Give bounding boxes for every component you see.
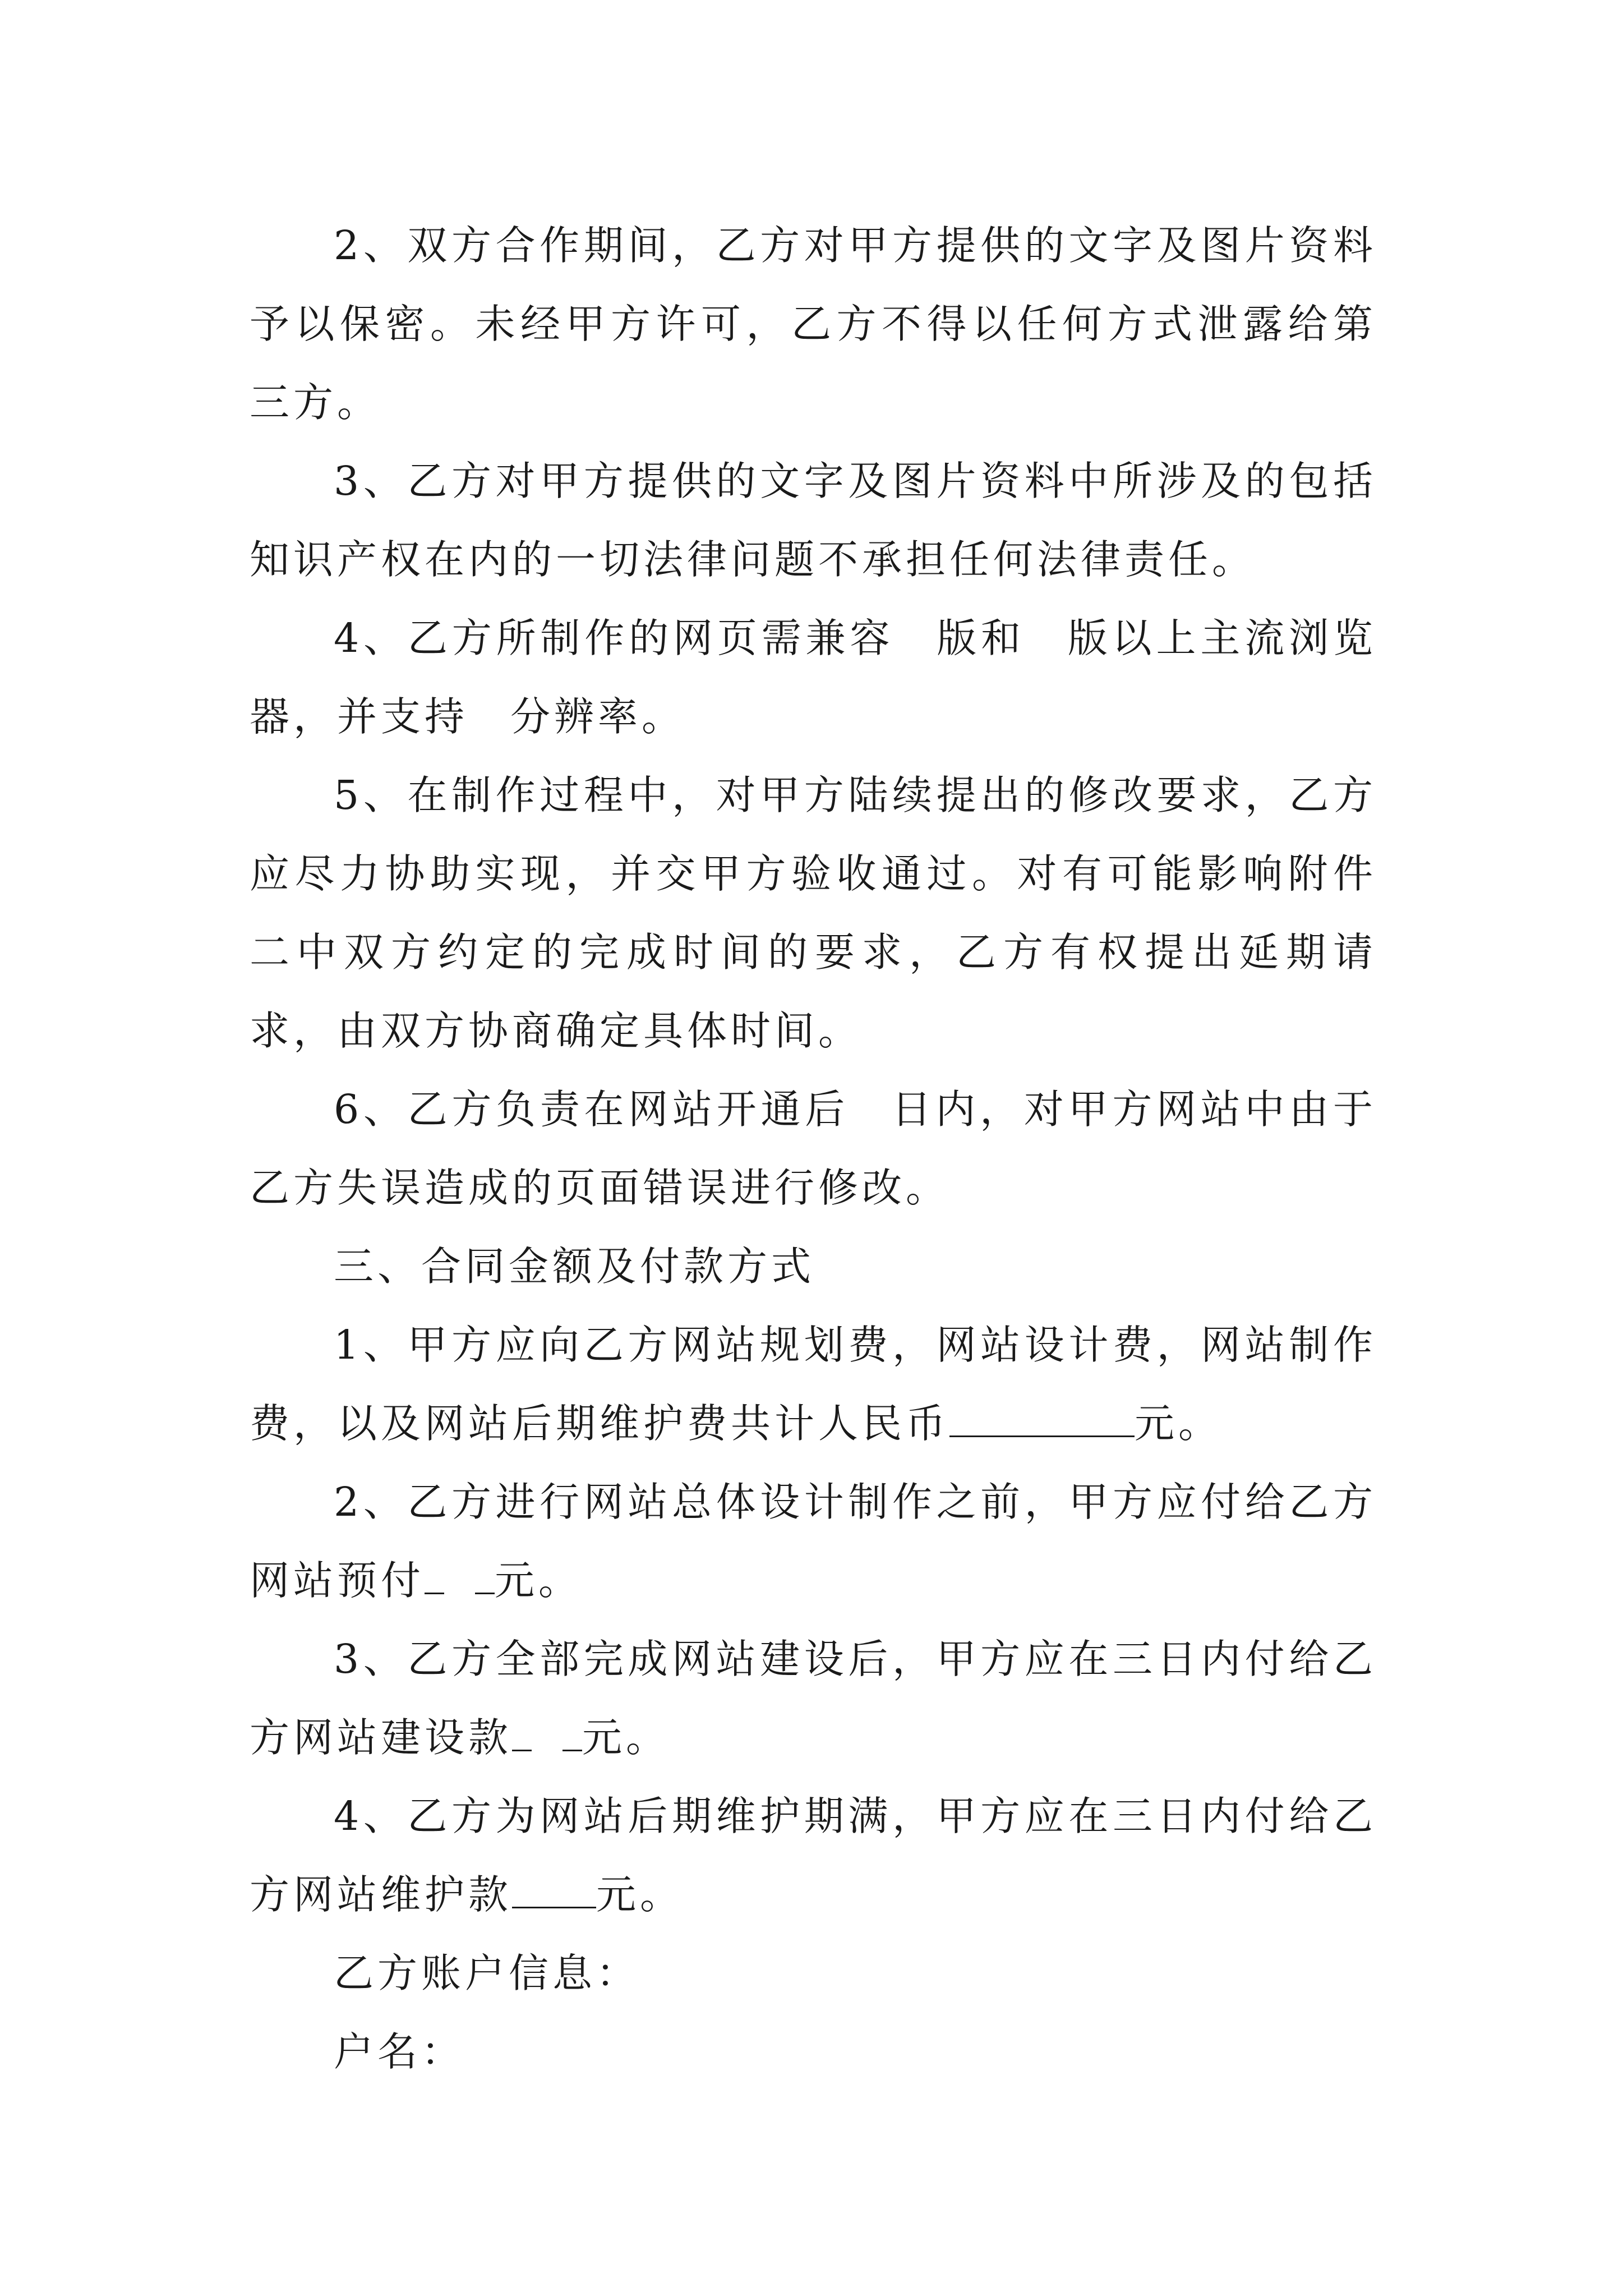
section-heading-payment-text: 三、合同金额及付款方式 [334, 1243, 815, 1290]
construction-blank-right [562, 1710, 582, 1751]
clause-maintenance-payment [250, 1777, 1377, 1934]
prepayment-blank-right [475, 1553, 495, 1594]
clause-construction-payment-text-1: 3、乙方全部完成网站建设后，甲方应在三日内付给乙方网站建设款 [250, 1636, 1377, 1761]
account-name-label-text: 户名： [334, 2028, 465, 2075]
clause-maintenance-payment-text-2: 元。 [596, 1871, 684, 1918]
clause-browser-text-1: 4、乙方所制作的网页需兼容 [334, 615, 895, 661]
account-info-label [250, 1934, 1377, 2013]
clause-prepayment [250, 1463, 1377, 1620]
clause-construction-payment-text-2: 元。 [582, 1714, 670, 1761]
clause-revisions-text: 5、在制作过程中，对甲方陆续提出的修改要求，乙方应尽力协助实现，并交甲方验收通过。对有可能影响附件二中双方约定的完成时间的要求，乙方有权提出延期请求，由双方协商确定具体时间。 [250, 772, 1377, 1054]
clause-construction-payment [250, 1620, 1377, 1777]
construction-blank-left [512, 1710, 532, 1751]
account-name-label [250, 2013, 1377, 2091]
clause-confidentiality-text: 2、双方合作期间，乙方对甲方提供的文字及图片资料予以保密。未经甲方许可，乙方不得以任何方式泄露给第三方。 [250, 222, 1377, 426]
clause-error-fix-text-1: 6、乙方负责在网站开通后 [334, 1086, 849, 1133]
clause-browser-compatibility [250, 599, 1377, 756]
clause-total-amount-text-1: 1、甲方应向乙方网站规划费，网站设计费，网站制作费，以及网站后期维护费共计人民币 [250, 1322, 1377, 1447]
clause-total-amount [250, 1306, 1377, 1463]
clause-browser-text-4: 分辨率。 [510, 693, 686, 740]
clause-prepayment-text-1: 2、乙方进行网站总体设计制作之前，甲方应付给乙方网站预付 [250, 1479, 1377, 1604]
clause-browser-text-3: 版以上主流浏览器，并支持 [250, 615, 1377, 740]
clause-prepayment-text-2: 元。 [495, 1557, 583, 1604]
clause-intellectual-property [250, 442, 1377, 599]
clause-error-fix [250, 1070, 1377, 1227]
maintenance-amount-blank [512, 1867, 596, 1908]
clause-browser-text-2: 版和 [936, 615, 1025, 661]
clause-maintenance-payment-text-1: 4、乙方为网站后期维护期满，甲方应在三日内付给乙方网站维护款 [250, 1793, 1377, 1918]
clause-total-amount-text-2: 元。 [1135, 1400, 1223, 1447]
total-amount-blank [949, 1396, 1135, 1437]
clause-revisions [250, 756, 1377, 1070]
clause-error-fix-text-2: 日内，对甲方网站中由于乙方失误造成的页面错误进行修改。 [250, 1086, 1377, 1211]
document-body [250, 206, 1377, 2091]
prepayment-blank-left [425, 1553, 444, 1594]
clause-intellectual-property-text: 3、乙方对甲方提供的文字及图片资料中所涉及的包括知识产权在内的一切法律问题不承担任何法律责任。 [250, 458, 1377, 583]
clause-confidentiality [250, 206, 1377, 442]
section-heading-payment [250, 1227, 1377, 1306]
account-info-label-text: 乙方账户信息： [334, 1950, 640, 1996]
